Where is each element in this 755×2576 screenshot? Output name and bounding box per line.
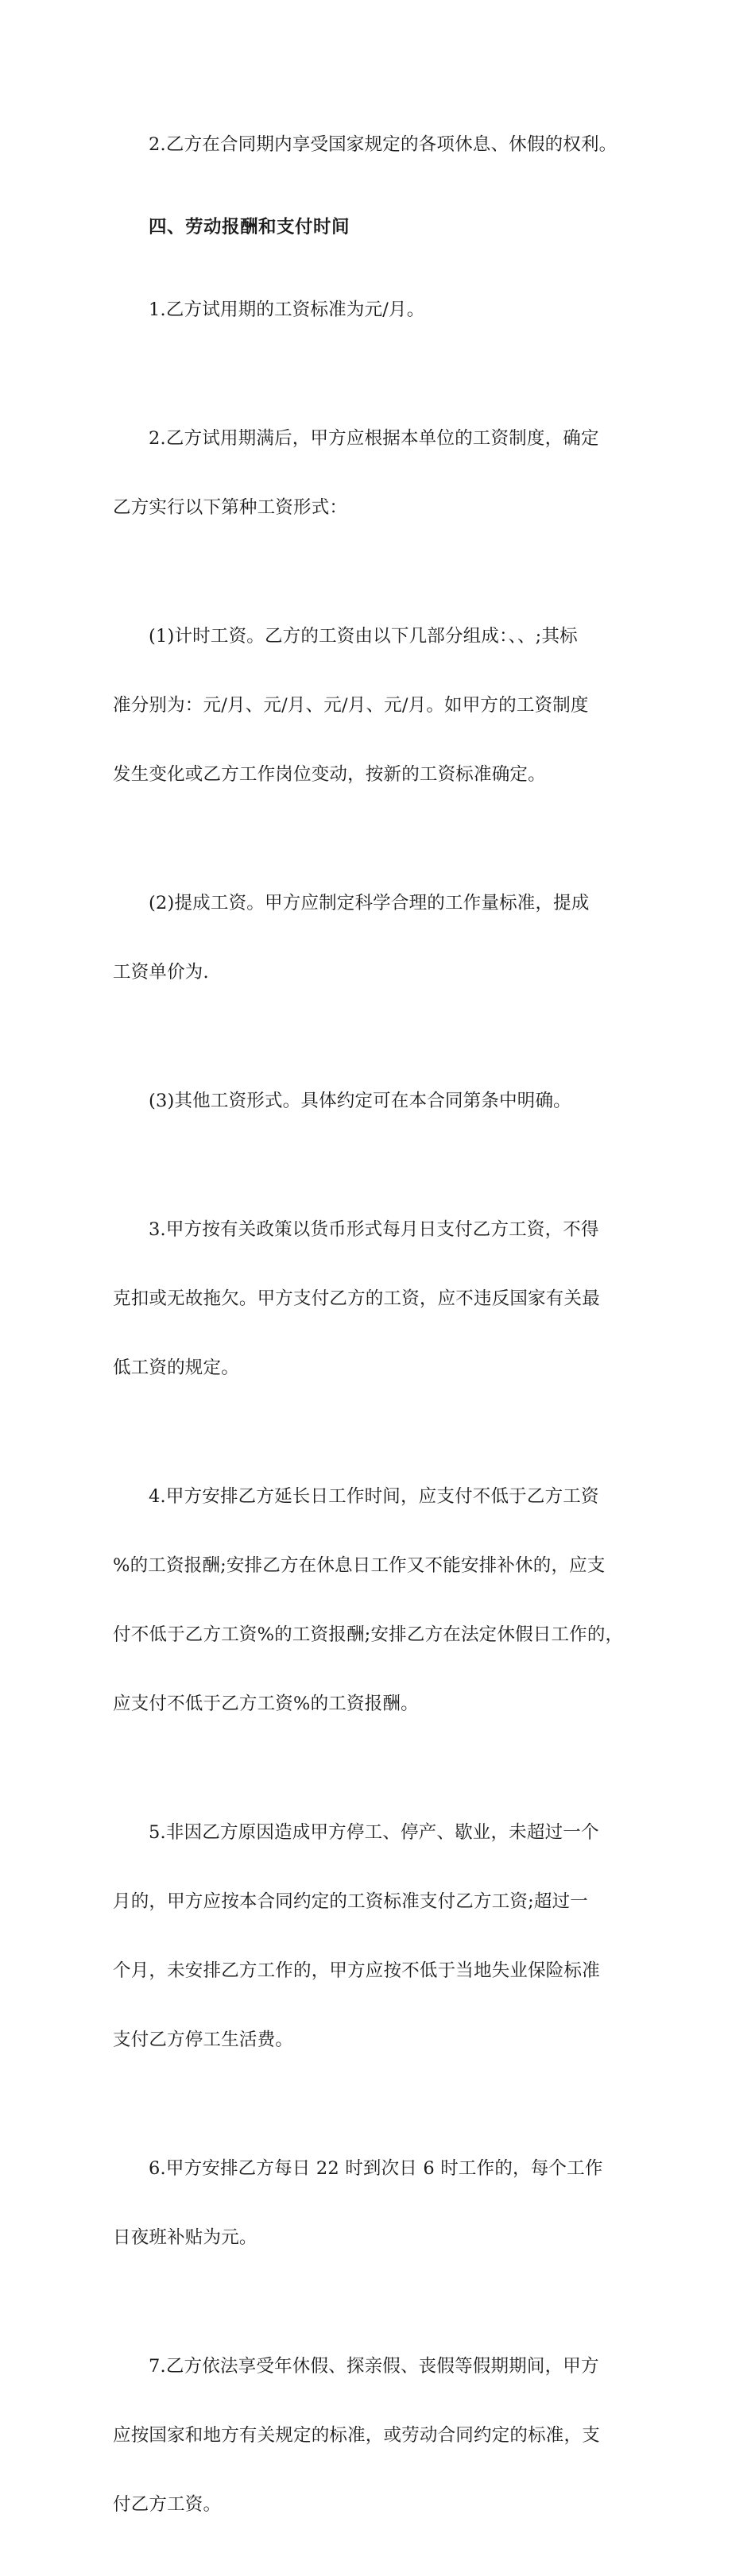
text-line: 低工资的规定。	[113, 1358, 239, 1378]
paragraph-probation-wage	[113, 253, 661, 368]
text-line: 个月，未安排乙方工作的，甲方应按不低于当地失业保险标准	[113, 1960, 600, 1981]
paragraph-other-wage	[113, 1044, 661, 1159]
paragraph-time-wage	[113, 579, 661, 832]
text-line: 7.乙方依法享受年休假、探亲假、丧假等假期期间，甲方	[149, 2356, 599, 2377]
text-line: 支付乙方停工生活费。	[113, 2030, 294, 2050]
paragraph-overtime-pay	[113, 1439, 661, 1762]
paragraph-wage-form	[113, 381, 661, 566]
text-line: 发生变化或乙方工作岗位变动，按新的工资标准确定。	[113, 764, 546, 785]
text-line: 6.甲方安排乙方每日 22 时到次日 6 时工作的，每个工作	[149, 2158, 603, 2179]
text-line: 2.乙方在合同期内享受国家规定的各项休息、休假的权利。	[149, 134, 618, 155]
document-page	[113, 87, 661, 2576]
paragraph-commission-wage	[113, 846, 661, 1030]
text-line: 5.非因乙方原因造成甲方停工、停产、歇业，未超过一个	[149, 1822, 599, 1843]
text-line: 准分别为：元/月、元/月、元/月、元/月。如甲方的工资制度	[113, 695, 589, 716]
text-line: 1.乙方试用期的工资标准为元/月。	[149, 299, 425, 320]
text-line: (3)其他工资形式。具体约定可在本合同第条中明确。	[149, 1091, 571, 1111]
text-line: 应支付不低于乙方工资%的工资报酬。	[113, 1694, 419, 1714]
text-line: 付乙方工资。	[113, 2494, 222, 2515]
text-line: 应按国家和地方有关规定的标准，或劳动合同约定的标准，支	[113, 2425, 600, 2446]
paragraph-night-shift	[113, 2111, 661, 2296]
text-line: (2)提成工资。甲方应制定科学合理的工作量标准，提成	[149, 893, 590, 913]
text-line: 乙方实行以下第种工资形式：	[113, 497, 348, 518]
text-line: 4.甲方安排乙方延长日工作时间，应支付不低于乙方工资	[149, 1486, 599, 1507]
paragraph-work-stoppage	[113, 1775, 661, 2098]
text-line: %的工资报酬;安排乙方在休息日工作又不能安排补休的，应支	[113, 1555, 606, 1576]
text-line: 日夜班补贴为元。	[113, 2227, 257, 2248]
text-line: 2.乙方试用期满后，甲方应根据本单位的工资制度，确定	[149, 428, 599, 449]
text-line: 工资单价为.	[113, 962, 209, 983]
text-line: 付不低于乙方工资%的工资报酬;安排乙方在法定休假日工作的，	[113, 1624, 624, 1645]
section-heading-remuneration: 四、劳动报酬和支付时间	[149, 217, 350, 238]
text-line: 月的，甲方应按本合同约定的工资标准支付乙方工资;超过一	[113, 1891, 588, 1912]
paragraph-rest-rights	[113, 87, 661, 203]
paragraph-leave-pay	[113, 2309, 661, 2562]
text-line: (1)计时工资。乙方的工资由以下几部分组成：、、;其标	[149, 626, 578, 647]
text-line: 3.甲方按有关政策以货币形式每月日支付乙方工资，不得	[149, 1219, 599, 1240]
paragraph-payment-date	[113, 1172, 661, 1426]
text-line: 克扣或无故拖欠。甲方支付乙方的工资，应不违反国家有关最	[113, 1288, 600, 1309]
